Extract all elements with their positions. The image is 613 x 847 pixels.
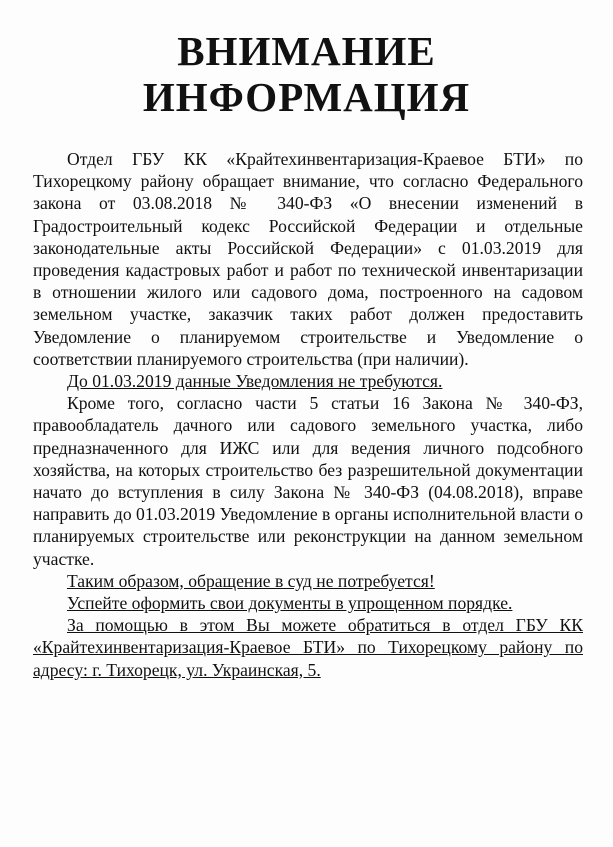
- paragraph-not-required: До 01.03.2019 данные Уведомления не требуются.: [67, 371, 443, 392]
- paragraph-hurry: Успейте оформить свои документы в упрощенном порядке.: [67, 593, 513, 614]
- paragraph-law-details: Кроме того, согласно части 5 статьи 16 Закона № 340-ФЗ, правообладатель дачного или садового земельного участка, либо предназначенного для ИЖС или для ведения личного подсобного хозяйства, на которых строительство без разрешительной документации начато до вступления в силу Закона № 340-ФЗ (04.08.2018), вправе направить до 01.03.2019 Уведомление в органы исполнительной власти о планируемых строительстве или реконструкции на данном земельном участке.: [33, 393, 583, 569]
- title-attention: ВНИМАНИЕ: [177, 28, 436, 74]
- title-information: ИНФОРМАЦИЯ: [142, 74, 471, 120]
- paragraph-no-court: Таким образом, обращение в суд не потребуется!: [67, 570, 435, 591]
- paragraph-contact-address: За помощью в этом Вы можете обратиться в отдел ГБУ КК «Крайтехинвентаризация-Краевое БТИ» по Тихорецкому району по адресу: г. Тихорецк, ул. Украинская, 5.: [33, 615, 583, 680]
- paragraph-main-notice: Отдел ГБУ КК «Крайтехинвентаризация-Краевое БТИ» по Тихорецкому району обращает внимание, что согласно Федерального закона от 03.08.2018 № 340-ФЗ «О внесении изменений в Градостроительный кодекс Российской Федерации и отдельные законодательные акты Российской Федерации» с 01.03.2019 для проведения кадастровых работ и работ по технической инвентаризации в отношении жилого или садового дома, построенного на садовом земельном участке, заказчик таких работ должен предоставить Уведомление о планируемом строительстве и Уведомление о соответствии планируемого строительства (при наличии).: [33, 149, 583, 369]
- document-body: [33, 148, 583, 681]
